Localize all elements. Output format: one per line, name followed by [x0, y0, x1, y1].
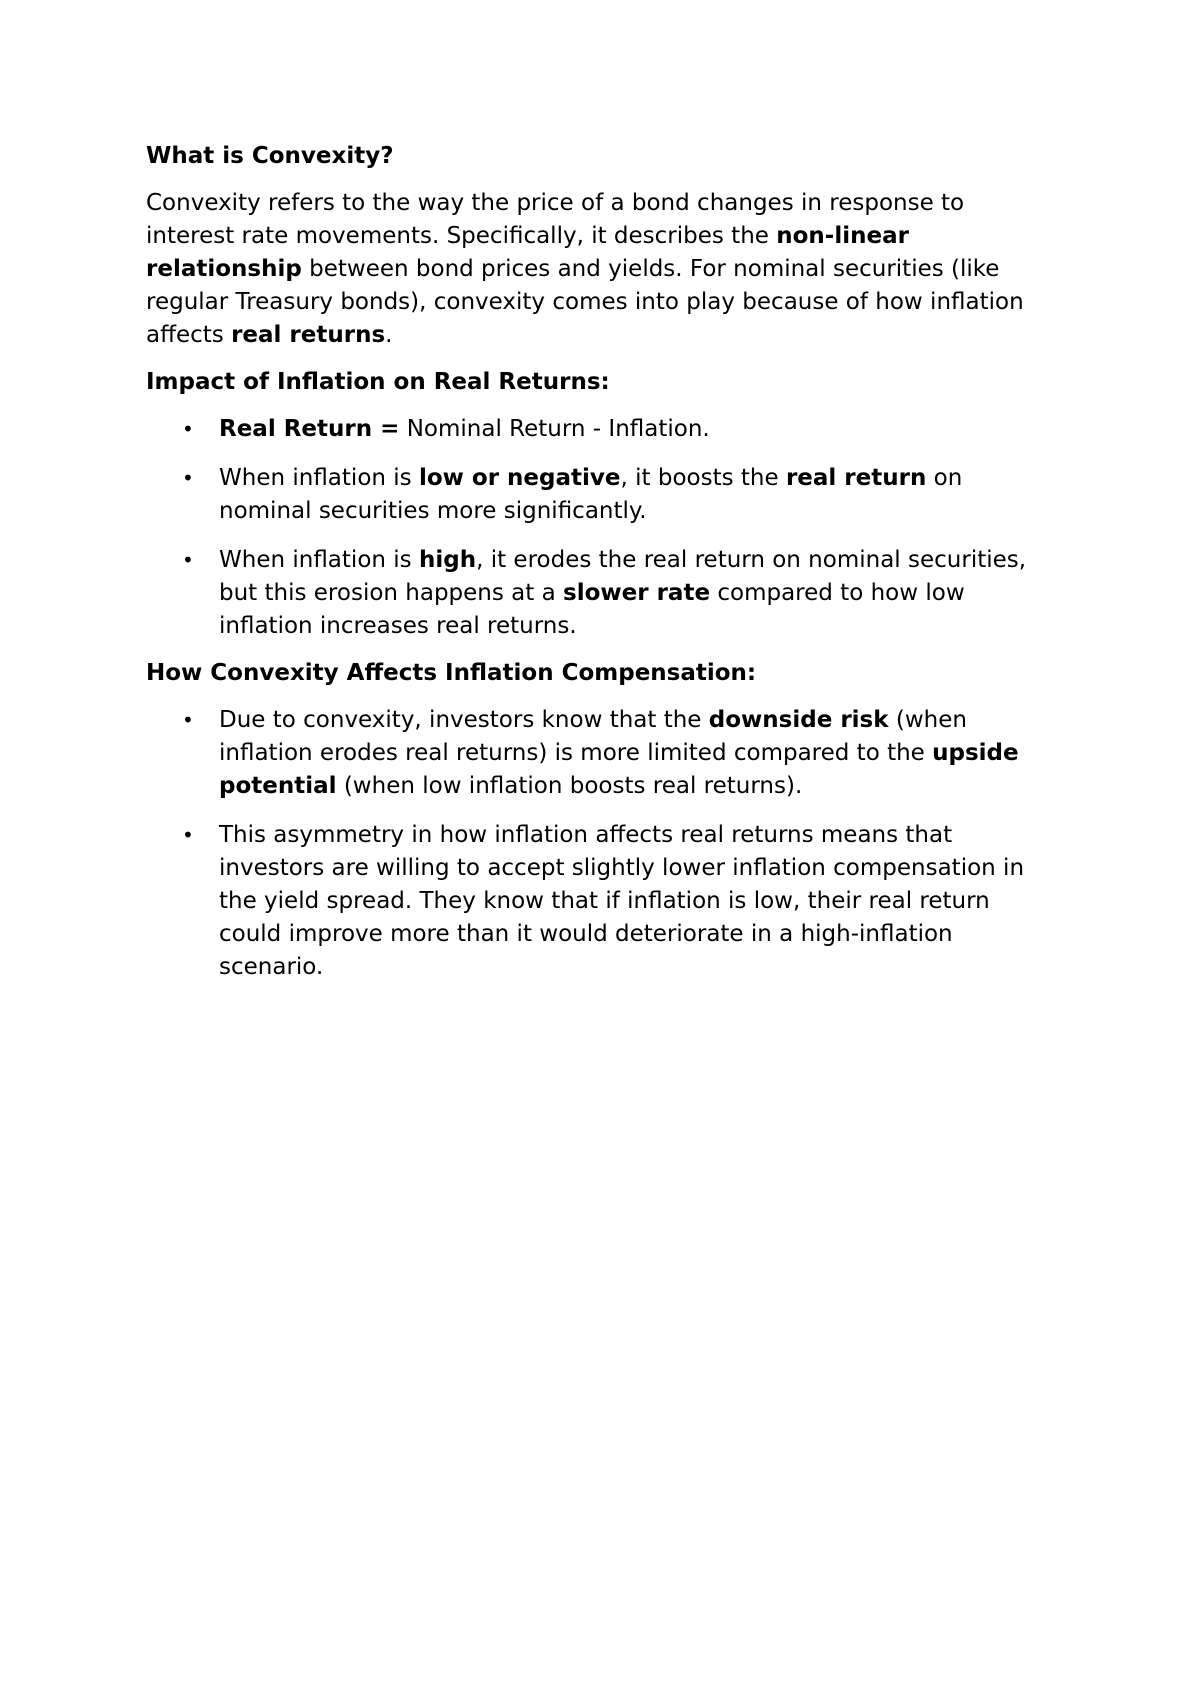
bold-run: high	[418, 547, 477, 573]
list-item	[146, 819, 1056, 984]
text-run: Due to convexity, investors know that the	[219, 707, 709, 733]
paragraph-convexity-definition	[146, 187, 1056, 352]
text-run: , it boosts the	[620, 465, 786, 491]
bold-run: real returns	[231, 322, 386, 348]
list-item	[146, 462, 1056, 528]
bullet-icon: •	[182, 466, 194, 490]
bullet-list-compensation	[146, 704, 1056, 984]
text-run: Convexity refers to the way the price of a bond changes in response to interest rate movements. Specifically, it describes the	[146, 190, 965, 249]
text-run: (when low inflation boosts real returns).	[336, 773, 803, 799]
text-run: This asymmetry in how inflation affects real returns means that investors are willing to accept slightly lower inflation compensation in the yield spread. They know that if inflation is low, their real return could improve more than it would deteriorate in a high-inflation scenario.	[219, 822, 1025, 980]
text-run: .	[385, 322, 393, 348]
text-run: When inflation is	[219, 547, 419, 573]
bold-run: real return	[785, 465, 927, 491]
text-run: When inflation is	[219, 465, 419, 491]
text-run: on nominal securities more significantly.	[219, 465, 963, 524]
bullet-icon: •	[182, 823, 194, 847]
bullet-icon: •	[182, 708, 194, 732]
bold-run: slower rate	[563, 580, 711, 606]
list-item	[146, 544, 1056, 643]
heading-convexity-affects-compensation: How Convexity Affects Inflation Compensation:	[146, 660, 757, 686]
text-run: between bond prices and yields. For nominal securities (like regular Treasury bonds), convexity comes into play because of how inflation affects	[146, 256, 1024, 348]
bullet-list-impact	[146, 413, 1056, 643]
list-item	[146, 704, 1056, 803]
bold-run: non-linear relationship	[146, 223, 909, 282]
heading-impact-of-inflation: Impact of Inflation on Real Returns:	[146, 369, 610, 395]
text-run: Nominal Return - Inflation.	[399, 416, 710, 442]
text-run: compared to how low inflation increases real returns.	[219, 580, 965, 639]
text-run: , it erodes the real return on nominal securities, but this erosion happens at a	[219, 547, 1027, 606]
text-run: (when inflation erodes real returns) is more limited compared to the	[219, 707, 967, 766]
bold-run: low or negative	[418, 465, 621, 491]
bullet-icon: •	[182, 417, 194, 441]
bullet-icon: •	[182, 548, 194, 572]
bold-run: upside potential	[219, 740, 1019, 799]
heading-what-is-convexity: What is Convexity?	[146, 143, 394, 169]
bold-run: downside risk	[708, 707, 889, 733]
list-item	[146, 413, 1056, 446]
bold-run: Real Return =	[219, 416, 400, 442]
